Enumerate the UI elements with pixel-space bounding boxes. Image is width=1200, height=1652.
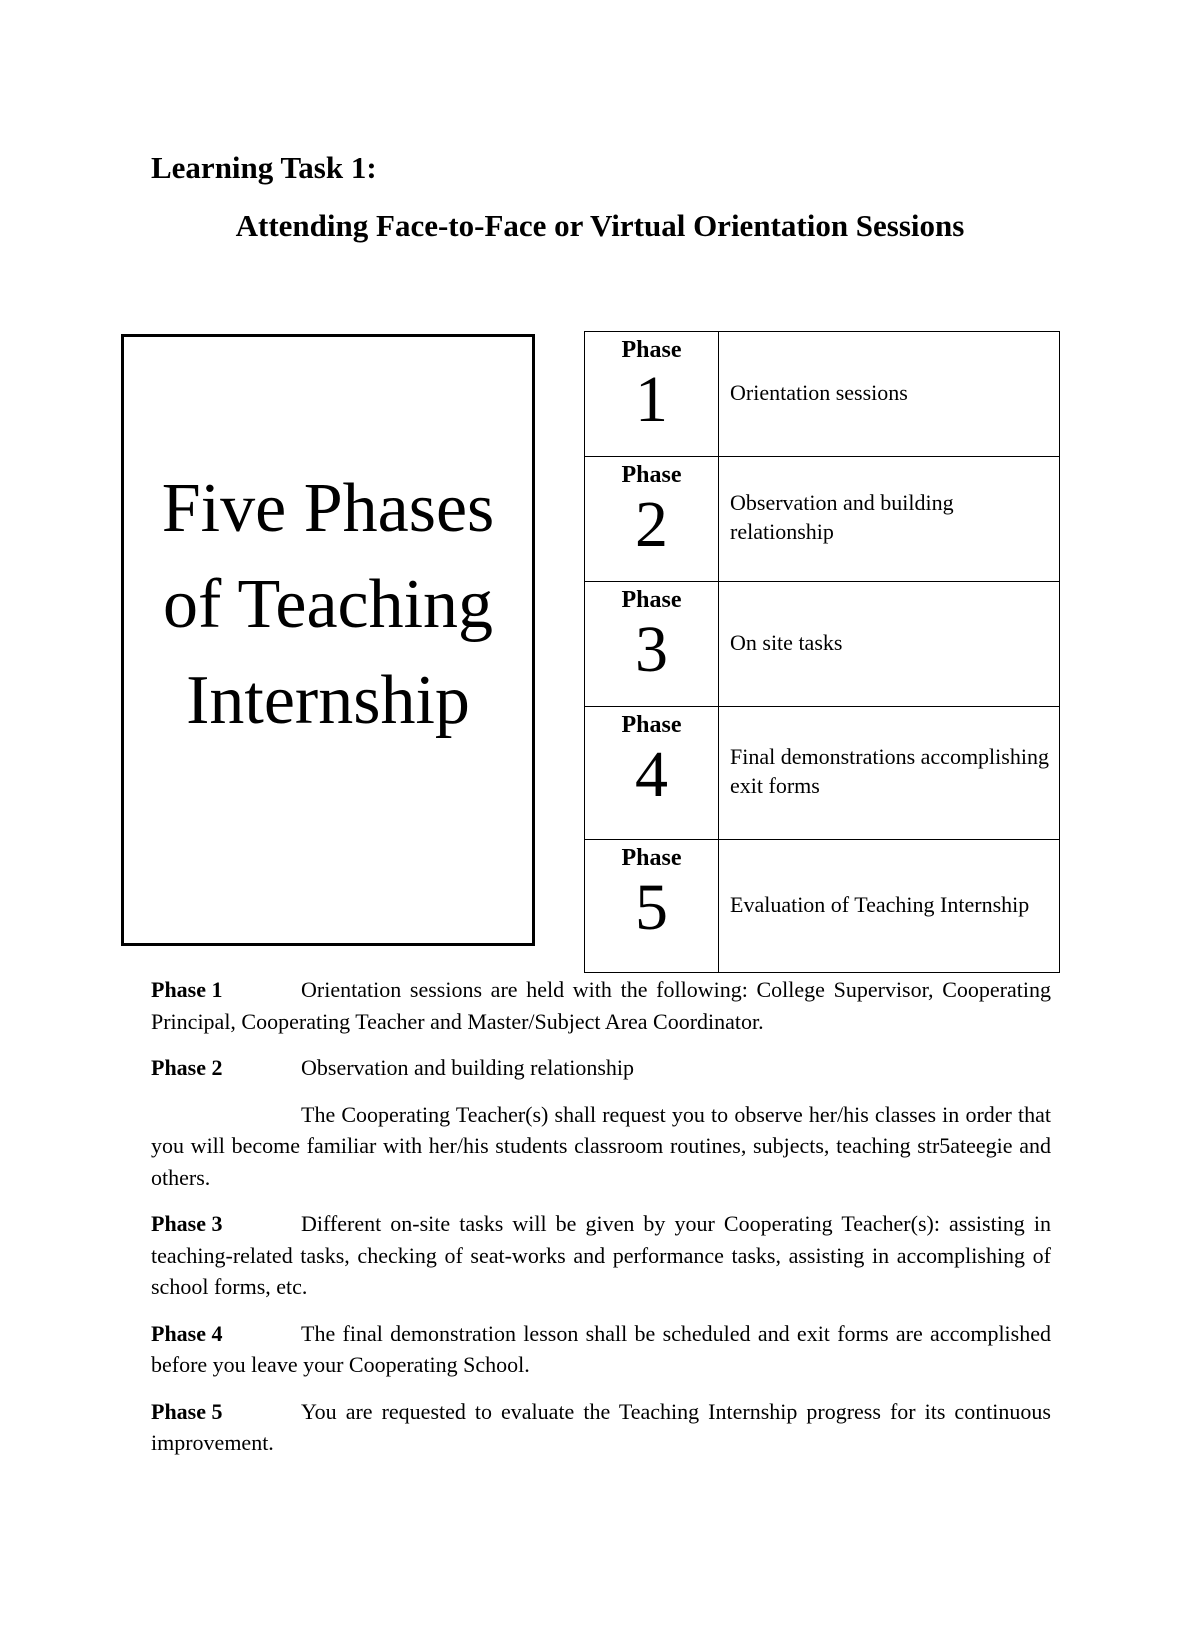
- phase-word: Phase: [621, 587, 682, 613]
- phase-text: The final demonstration lesson shall be scheduled and exit forms are accomplished before you leave your Cooperating School.: [151, 1320, 1051, 1377]
- phase-text: The Cooperating Teacher(s) shall request you to observe her/his classes in order that you will become familiar with her/his students classroom routines, subjects, teaching str5ateegie and others.: [151, 1101, 1051, 1190]
- phase-row-4: [585, 707, 1060, 840]
- phase-paragraph-2-detail: [151, 1099, 1051, 1194]
- phase-row-3: [585, 582, 1060, 707]
- title-line-1: Five Phases: [161, 470, 495, 547]
- phase-text: Observation and building relationship: [301, 1055, 634, 1080]
- phase-row-2: [585, 457, 1060, 582]
- phase-word: Phase: [621, 337, 682, 363]
- phase-description: Orientation sessions: [719, 332, 1060, 457]
- phase-digit: 1: [635, 363, 668, 436]
- phase-label: Phase 4: [151, 1320, 223, 1346]
- phase-number-cell: [585, 582, 719, 707]
- phase-label: Phase 3: [151, 1211, 223, 1236]
- title-line-2: of Teaching: [162, 566, 494, 643]
- phase-row-1: [585, 332, 1060, 457]
- phase-text: Different on-site tasks will be given by your Cooperating Teacher(s): assisting in teaching-related tasks, checking of seat-works and performance tasks, assisting in accomplishing of school forms, etc.: [151, 1211, 1051, 1299]
- phase-digit: 4: [635, 738, 668, 811]
- phase-paragraph-4: [151, 1318, 1051, 1381]
- phase-number-cell: [585, 707, 719, 840]
- phase-digit: 5: [635, 871, 668, 944]
- phase-description: Observation and building relationship: [719, 457, 1060, 582]
- phase-paragraph-2: [151, 1052, 1051, 1084]
- phase-word: Phase: [621, 462, 682, 488]
- five-phases-box: [121, 334, 535, 946]
- phase-label: Phase 2: [151, 1055, 223, 1080]
- phase-row-5: [585, 840, 1060, 973]
- phase-label: Phase 5: [151, 1398, 223, 1424]
- phase-digit: 3: [635, 613, 668, 686]
- phase-label: Phase 1: [151, 977, 223, 1002]
- phase-paragraph-3: [151, 1208, 1051, 1303]
- phase-table: [584, 331, 1060, 973]
- phase-text: You are requested to evaluate the Teaching Internship progress for its continuous improvement.: [151, 1398, 1051, 1455]
- phase-word: Phase: [621, 845, 682, 871]
- phase-description: On site tasks: [719, 582, 1060, 707]
- phase-digit: 2: [635, 488, 668, 561]
- phase-paragraph-5: [151, 1396, 1051, 1459]
- five-phases-title: [162, 461, 495, 749]
- phase-description: Evaluation of Teaching Internship: [719, 840, 1060, 973]
- task-label: Learning Task 1:: [151, 150, 377, 185]
- phase-number-cell: [585, 457, 719, 582]
- phase-number-cell: [585, 840, 719, 973]
- phase-paragraph-1: [151, 974, 1051, 1037]
- task-title: Attending Face-to-Face or Virtual Orientation Sessions: [235, 208, 965, 243]
- phase-details: [151, 974, 1051, 1474]
- title-line-3: Internship: [186, 662, 470, 739]
- phase-word: Phase: [621, 712, 682, 738]
- phase-text: Orientation sessions are held with the following: College Supervisor, Cooperating Principal, Cooperating Teacher and Master/Subject Area Coordinator.: [151, 977, 1051, 1034]
- phase-description: Final demonstrations accomplishing exit forms: [719, 707, 1060, 840]
- phase-number-cell: [585, 332, 719, 457]
